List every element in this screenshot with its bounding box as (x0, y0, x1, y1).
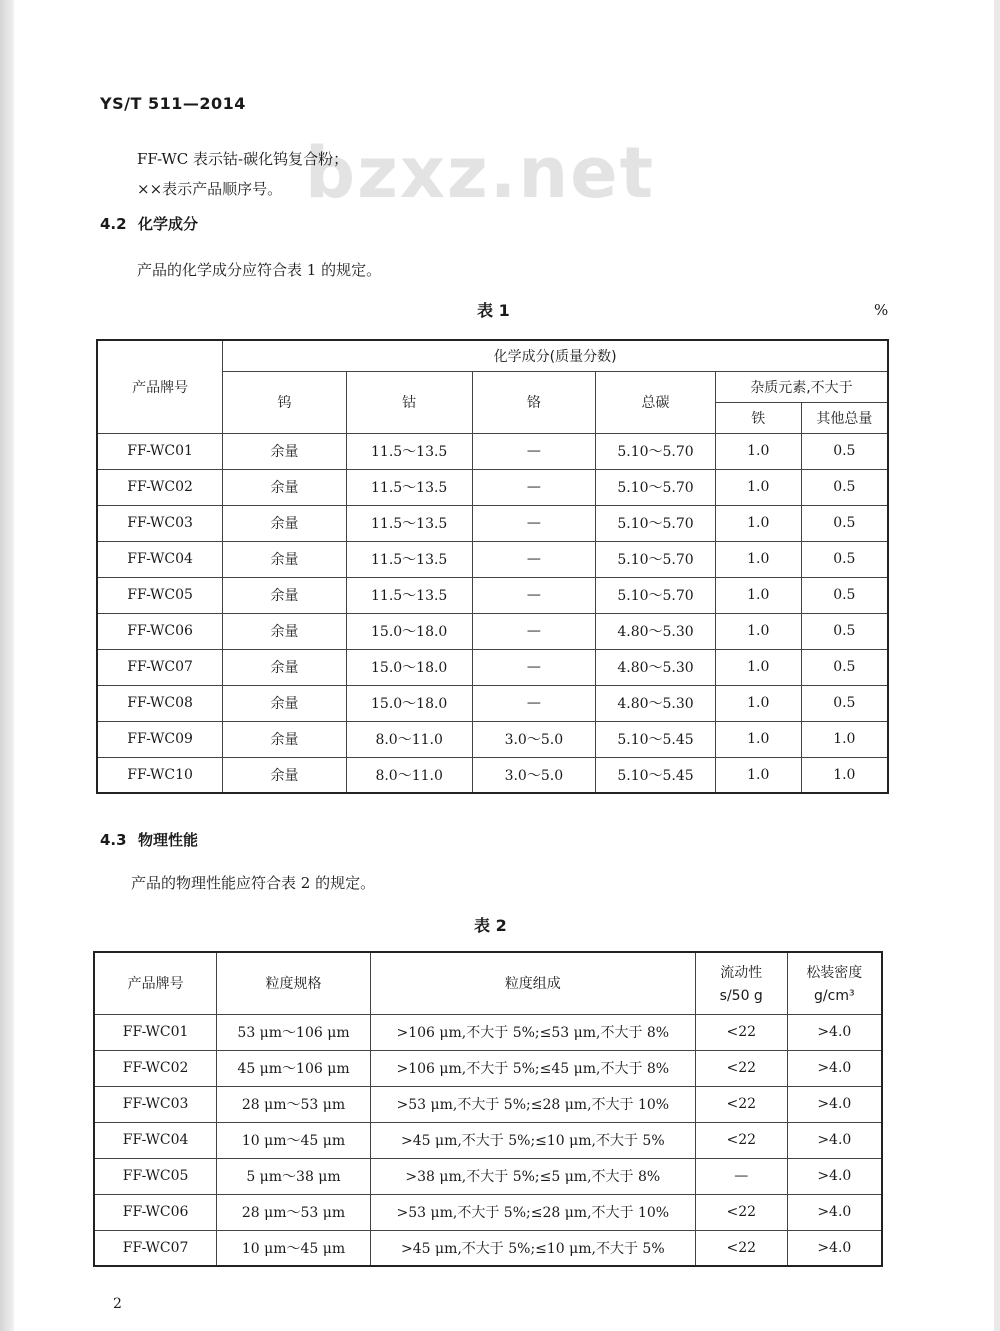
cell-cr: — (472, 433, 596, 469)
cell-flowability: <22 (695, 1194, 787, 1230)
cell-size-spec: 10 μm～45 μm (217, 1230, 371, 1266)
cell-flowability: <22 (695, 1230, 787, 1266)
cell-other: 0.5 (801, 469, 888, 505)
cell-size-composition: >45 μm,不大于 5%;≤10 μm,不大于 5% (370, 1230, 695, 1266)
section-title: 物理性能 (138, 831, 199, 849)
cell-co: 15.0～18.0 (346, 649, 472, 685)
header-impurity: 杂质元素,不大于 (715, 371, 888, 402)
cell-product: FF-WC03 (94, 1086, 217, 1122)
table-row (97, 577, 888, 613)
cell-co: 11.5～13.5 (346, 505, 472, 541)
cell-w: 余量 (223, 577, 347, 613)
header-product: 产品牌号 (94, 952, 217, 1014)
cell-c: 4.80～5.30 (596, 685, 716, 721)
cell-fe: 1.0 (715, 433, 801, 469)
cell-product: FF-WC07 (97, 649, 223, 685)
cell-product: FF-WC01 (94, 1014, 217, 1050)
table1-chemical-composition (96, 339, 889, 794)
cell-c: 5.10～5.45 (596, 721, 716, 757)
cell-co: 8.0～11.0 (346, 721, 472, 757)
cell-c: 5.10～5.45 (596, 757, 716, 793)
cell-fe: 1.0 (715, 685, 801, 721)
header-size-composition: 粒度组成 (370, 952, 695, 1014)
table-row (97, 541, 888, 577)
flowability-unit: s/50 g (719, 988, 763, 1005)
cell-density: >4.0 (787, 1086, 882, 1122)
cell-fe: 1.0 (715, 577, 801, 613)
header-apparent-density (787, 952, 882, 1014)
cell-product: FF-WC02 (94, 1050, 217, 1086)
table-row (97, 721, 888, 757)
cell-fe: 1.0 (715, 541, 801, 577)
intro-line-2: ××表示产品顺序号。 (137, 180, 283, 198)
cell-product: FF-WC01 (97, 433, 223, 469)
cell-cr: — (472, 649, 596, 685)
cell-product: FF-WC10 (97, 757, 223, 793)
cell-other: 0.5 (801, 685, 888, 721)
cell-cr: 3.0～5.0 (472, 721, 596, 757)
table-row (94, 1086, 882, 1122)
section-4-3-text: 产品的物理性能应符合表 2 的规定。 (131, 874, 376, 892)
cell-c: 5.10～5.70 (596, 433, 716, 469)
table2-caption: 表 2 (474, 916, 507, 935)
density-unit: g/cm³ (814, 988, 855, 1005)
table-row (97, 649, 888, 685)
cell-product: FF-WC05 (97, 577, 223, 613)
cell-w: 余量 (223, 613, 347, 649)
cell-fe: 1.0 (715, 721, 801, 757)
section-number: 4.3 (100, 831, 127, 849)
table1-caption: 表 1 (477, 301, 510, 320)
cell-other: 0.5 (801, 649, 888, 685)
header-product: 产品牌号 (97, 340, 223, 433)
cell-w: 余量 (223, 541, 347, 577)
header-flowability (695, 952, 787, 1014)
cell-w: 余量 (223, 505, 347, 541)
cell-w: 余量 (223, 685, 347, 721)
header-chromium: 铬 (472, 371, 596, 433)
cell-other: 0.5 (801, 505, 888, 541)
cell-product: FF-WC07 (94, 1230, 217, 1266)
section-number: 4.2 (100, 215, 127, 233)
cell-flowability: <22 (695, 1014, 787, 1050)
table-row (97, 505, 888, 541)
cell-flowability: <22 (695, 1122, 787, 1158)
header-size-spec: 粒度规格 (217, 952, 371, 1014)
cell-size-composition: >38 μm,不大于 5%;≤5 μm,不大于 8% (370, 1158, 695, 1194)
page-number: 2 (113, 1296, 122, 1312)
table-row (94, 1158, 882, 1194)
cell-cr: 3.0～5.0 (472, 757, 596, 793)
cell-c: 5.10～5.70 (596, 577, 716, 613)
table-row (94, 1230, 882, 1266)
flowability-label: 流动性 (720, 965, 763, 982)
cell-density: >4.0 (787, 1014, 882, 1050)
table-row (94, 1014, 882, 1050)
header-iron: 铁 (715, 402, 801, 433)
section-title: 化学成分 (138, 215, 199, 233)
cell-size-composition: >45 μm,不大于 5%;≤10 μm,不大于 5% (370, 1122, 695, 1158)
cell-size-composition: >53 μm,不大于 5%;≤28 μm,不大于 10% (370, 1194, 695, 1230)
watermark: bzxz.net (305, 132, 656, 214)
cell-c: 5.10～5.70 (596, 541, 716, 577)
cell-co: 15.0～18.0 (346, 685, 472, 721)
cell-co: 11.5～13.5 (346, 577, 472, 613)
cell-other: 0.5 (801, 433, 888, 469)
cell-density: >4.0 (787, 1122, 882, 1158)
cell-other: 1.0 (801, 721, 888, 757)
table1-unit: % (874, 301, 889, 319)
page-shadow-edge (0, 0, 14, 1331)
cell-cr: — (472, 685, 596, 721)
cell-size-composition: >53 μm,不大于 5%;≤28 μm,不大于 10% (370, 1086, 695, 1122)
cell-density: >4.0 (787, 1194, 882, 1230)
table-row (94, 1122, 882, 1158)
section-4-2-text: 产品的化学成分应符合表 1 的规定。 (137, 261, 382, 279)
table-row (94, 1194, 882, 1230)
table-row (94, 1050, 882, 1086)
cell-w: 余量 (223, 721, 347, 757)
cell-fe: 1.0 (715, 505, 801, 541)
cell-flowability: <22 (695, 1086, 787, 1122)
cell-cr: — (472, 577, 596, 613)
cell-product: FF-WC06 (97, 613, 223, 649)
cell-flowability: <22 (695, 1050, 787, 1086)
cell-fe: 1.0 (715, 649, 801, 685)
page-right-edge (994, 0, 1000, 1331)
cell-c: 5.10～5.70 (596, 469, 716, 505)
cell-fe: 1.0 (715, 469, 801, 505)
header-chemical-composition: 化学成分(质量分数) (223, 340, 888, 371)
cell-product: FF-WC03 (97, 505, 223, 541)
cell-density: >4.0 (787, 1158, 882, 1194)
cell-product: FF-WC05 (94, 1158, 217, 1194)
cell-c: 4.80～5.30 (596, 649, 716, 685)
cell-w: 余量 (223, 649, 347, 685)
cell-fe: 1.0 (715, 757, 801, 793)
cell-flowability: — (695, 1158, 787, 1194)
cell-other: 0.5 (801, 541, 888, 577)
density-label: 松装密度 (806, 965, 863, 982)
cell-product: FF-WC02 (97, 469, 223, 505)
cell-size-composition: >106 μm,不大于 5%;≤53 μm,不大于 8% (370, 1014, 695, 1050)
cell-product: FF-WC08 (97, 685, 223, 721)
table-row (97, 685, 888, 721)
section-4-3-heading (100, 829, 198, 850)
cell-size-composition: >106 μm,不大于 5%;≤45 μm,不大于 8% (370, 1050, 695, 1086)
cell-other: 1.0 (801, 757, 888, 793)
cell-co: 11.5～13.5 (346, 469, 472, 505)
header-tungsten: 钨 (223, 371, 347, 433)
cell-size-spec: 10 μm～45 μm (217, 1122, 371, 1158)
cell-c: 4.80～5.30 (596, 613, 716, 649)
cell-size-spec: 53 μm～106 μm (217, 1014, 371, 1050)
cell-co: 11.5～13.5 (346, 541, 472, 577)
table-row (97, 757, 888, 793)
section-4-2-heading (100, 213, 198, 234)
cell-product: FF-WC06 (94, 1194, 217, 1230)
cell-density: >4.0 (787, 1050, 882, 1086)
table-row (97, 433, 888, 469)
header-other-total: 其他总量 (801, 402, 888, 433)
cell-size-spec: 28 μm～53 μm (217, 1086, 371, 1122)
cell-size-spec: 28 μm～53 μm (217, 1194, 371, 1230)
header-total-carbon: 总碳 (596, 371, 716, 433)
cell-size-spec: 5 μm～38 μm (217, 1158, 371, 1194)
cell-other: 0.5 (801, 577, 888, 613)
cell-cr: — (472, 613, 596, 649)
cell-other: 0.5 (801, 613, 888, 649)
cell-co: 15.0～18.0 (346, 613, 472, 649)
cell-product: FF-WC09 (97, 721, 223, 757)
cell-w: 余量 (223, 757, 347, 793)
cell-c: 5.10～5.70 (596, 505, 716, 541)
header-cobalt: 钴 (346, 371, 472, 433)
cell-fe: 1.0 (715, 613, 801, 649)
cell-co: 8.0～11.0 (346, 757, 472, 793)
table-row (97, 613, 888, 649)
cell-cr: — (472, 541, 596, 577)
cell-density: >4.0 (787, 1230, 882, 1266)
cell-product: FF-WC04 (94, 1122, 217, 1158)
cell-product: FF-WC04 (97, 541, 223, 577)
standard-code: YS/T 511—2014 (100, 94, 246, 113)
cell-size-spec: 45 μm～106 μm (217, 1050, 371, 1086)
intro-line-1: FF-WC 表示钴-碳化钨复合粉； (137, 150, 349, 168)
cell-w: 余量 (223, 433, 347, 469)
cell-cr: — (472, 505, 596, 541)
table-row (97, 469, 888, 505)
table2-physical-properties (93, 951, 883, 1267)
cell-cr: — (472, 469, 596, 505)
cell-co: 11.5～13.5 (346, 433, 472, 469)
cell-w: 余量 (223, 469, 347, 505)
